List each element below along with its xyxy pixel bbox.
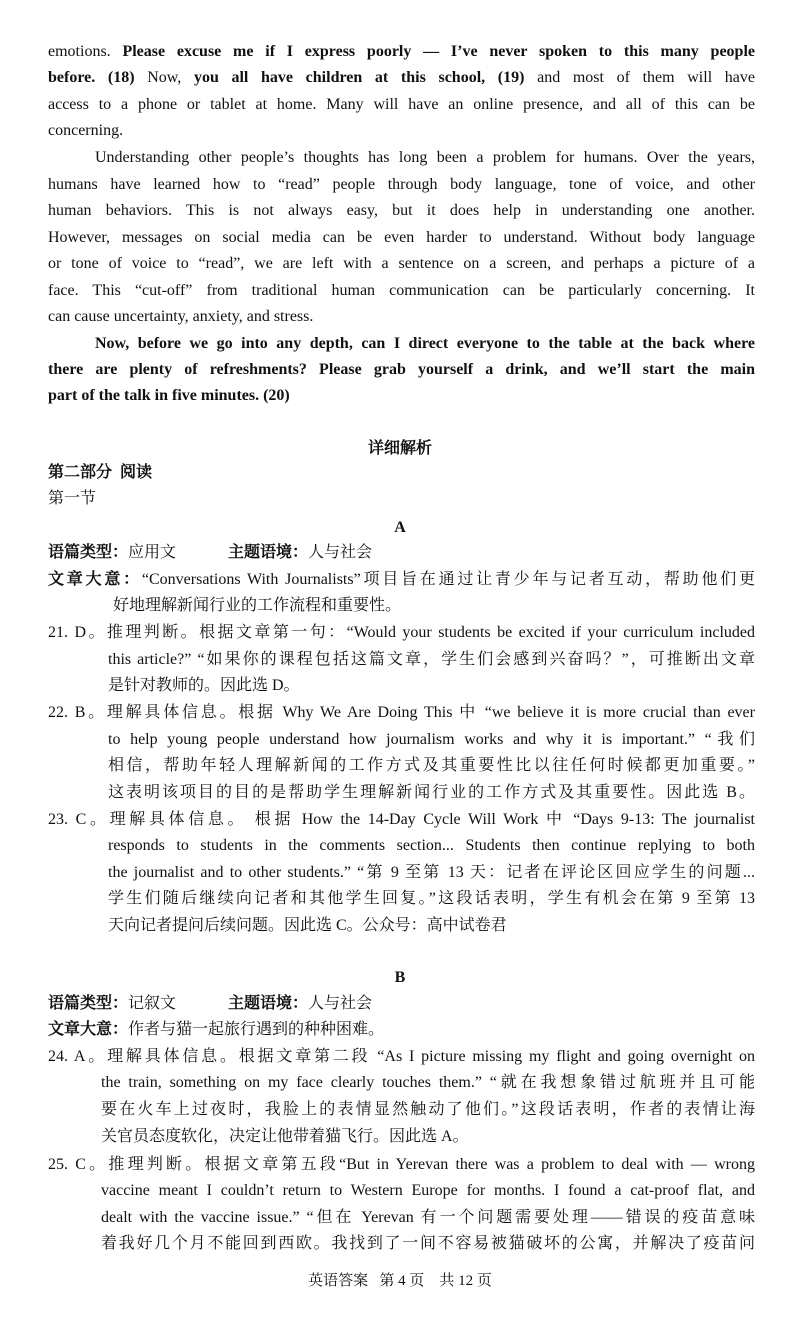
- text-line: 要在火车上过夜时，我脸上的表情显然触动了他们。”这段话表明，作者的表情让海: [101, 1101, 755, 1118]
- text-line: 天向记者提问后续问题。因此选 C。公众号：高中试卷君: [108, 917, 507, 934]
- text-line: face. This “cut-off” from traditional human communication can be particularly concerning. It: [48, 282, 755, 299]
- text-line: 22. B。理解具体信息。根据 Why We Are Doing This 中 “we believe it is more crucial than ever: [48, 704, 755, 721]
- text-span: Now,: [134, 69, 194, 86]
- summary-line: [48, 569, 755, 591]
- bold-text-span: you all have children at this school, (19): [193, 69, 525, 86]
- value: 人与社会: [308, 995, 373, 1012]
- text-line: dealt with the vaccine issue.” “但在 Yerevan 有一个问题需要处理——错误的疫苗意味: [101, 1209, 755, 1226]
- text-line: the journalist and to other students.” “第 9 至第 13 天：记者在评论区回应学生的问题...: [108, 864, 755, 881]
- bold-text-span: before. (18): [48, 69, 135, 86]
- value: 作者与猫一起旅行遇到的种种困难。: [128, 1021, 385, 1038]
- label: 文章大意：: [48, 1021, 129, 1038]
- text-line: However, messages on social media can be even harder to understand. Without body language: [48, 229, 755, 246]
- value: 记叙文: [128, 995, 177, 1012]
- label: 主题语境：: [228, 544, 309, 561]
- text-line: 25. C。推理判断。根据文章第五段“But in Yerevan there was a problem to deal with — wrong: [48, 1156, 755, 1173]
- text-line: concerning.: [48, 122, 124, 139]
- text-line: 24. A。理解具体信息。根据文章第二段 “As I picture missing my flight and going overnight on: [48, 1048, 755, 1065]
- section-letter: B: [394, 969, 406, 986]
- text-line: this article?” “如果你的课程包括这篇文章，学生们会感到兴奋吗？”，可推断出文章: [108, 651, 755, 668]
- value: “Conversations With Journalists”项目旨在通过让青少年与记者互动，帮助他们更: [141, 571, 755, 588]
- text-span: and most of them will have: [524, 69, 755, 86]
- summary-line: [48, 1019, 755, 1041]
- value: 人与社会: [308, 544, 373, 561]
- value: 应用文: [128, 544, 177, 561]
- text-span: emotions.: [48, 43, 123, 60]
- text-line: there are plenty of refreshments? Please grab yourself a drink, and we’ll start the main: [48, 361, 755, 378]
- text-line: part of the talk in five minutes. (20): [48, 387, 290, 404]
- part-heading: 第二部分 阅读: [48, 464, 153, 481]
- text-line: 21. D。推理判断。根据文章第一句：“Would your students be excited if your curriculum included: [48, 624, 755, 641]
- text-line: can cause uncertainty, anxiety, and stress.: [48, 308, 314, 325]
- text-line: 这表明该项目的目的是帮助学生理解新闻行业的工作方式及其重要性。因此选 B。: [108, 784, 755, 801]
- text-line: 学生们随后继续向记者和其他学生回复。”这段话表明，学生有机会在第 9 至第 13: [108, 890, 755, 907]
- text-line: 是针对教师的。因此选 D。: [108, 677, 300, 694]
- text-line: vaccine meant I couldn’t return to Western Europe for months. I found a cat-proof flat, and: [101, 1182, 755, 1199]
- text-line: Understanding other people’s thoughts has long been a problem for humans. Over the years,: [95, 149, 755, 166]
- text-line: [48, 67, 755, 89]
- bold-text-span: Please excuse me if I express poorly — I’ve never spoken to this many people: [122, 43, 755, 60]
- text-line: responds to students in the comments section... Students then continue replying to both: [108, 837, 755, 854]
- genre-line: [48, 542, 755, 564]
- text-line: 关官员态度软化，决定让他带着猫飞行。因此选 A。: [101, 1128, 469, 1145]
- text-line: human behaviors. This is not always easy, but it does help in understanding one another.: [48, 202, 755, 219]
- text-line: 相信，帮助年轻人理解新闻的工作方式及其重要性比以往任何时候都更加重要。”: [108, 757, 755, 774]
- text-line: to help young people understand how journalism works and why it is important.” “我们: [108, 731, 755, 748]
- text-line: 好地理解新闻行业的工作流程和重要性。: [113, 597, 402, 614]
- text-line: 23. C。理解具体信息。 根据 How the 14-Day Cycle Will Work 中 “Days 9-13: The journalist: [48, 811, 755, 828]
- text-line: [48, 41, 755, 63]
- text-line: the train, something on my face clearly touches them.” “就在我想象错过航班并且可能: [101, 1074, 755, 1091]
- label: 语篇类型：: [48, 995, 129, 1012]
- text-line: humans have learned how to “read” people through body language, tone of voice, and other: [48, 176, 755, 193]
- text-line: access to a phone or tablet at home. Many will have an online presence, and all of this can be: [48, 96, 755, 113]
- section-letter: A: [394, 519, 406, 536]
- label: 文章大意：: [48, 571, 142, 588]
- label: 语篇类型：: [48, 544, 129, 561]
- text-line: Now, before we go into any depth, can I direct everyone to the table at the back where: [95, 335, 755, 352]
- label: 主题语境：: [228, 995, 309, 1012]
- text-line: 着我好几个月不能回到西欧。我找到了一间不容易被猫破坏的公寓，并解决了疫苗问: [101, 1235, 755, 1252]
- page-footer: 英语答案 第 4 页 共 12 页: [308, 1273, 492, 1289]
- genre-line: [48, 993, 755, 1015]
- section-heading: 第一节: [48, 490, 97, 507]
- text-line: or tone of voice to “read”, we are left with a sentence on a screen, and perhaps a picture of a: [48, 255, 755, 272]
- analysis-title: 详细解析: [367, 440, 432, 457]
